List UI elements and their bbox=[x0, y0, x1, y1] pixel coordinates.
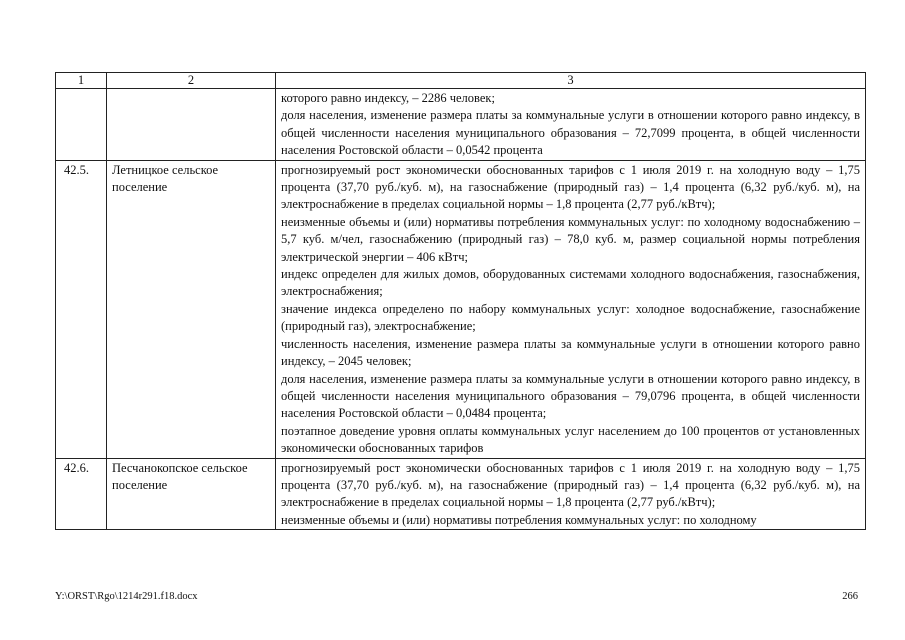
table-row bbox=[56, 458, 866, 530]
row-number-cell bbox=[56, 89, 107, 161]
list-item: значение индекса определено по набору коммунальных услуг: холодное водоснабжение, газоснабжение (природный газ), электроснабжение; bbox=[281, 301, 860, 334]
row-number-cell: 42.6. bbox=[56, 458, 107, 530]
header-col-3: 3 bbox=[276, 73, 866, 89]
page-number: 266 bbox=[842, 591, 858, 602]
conditions-cell bbox=[276, 458, 866, 530]
table-row bbox=[56, 160, 866, 458]
table-row bbox=[56, 89, 866, 161]
settlement-name-cell bbox=[107, 89, 276, 161]
header-col-2: 2 bbox=[107, 73, 276, 89]
file-path-footer: Y:\ORST\Rgo\1214r291.f18.docx bbox=[55, 591, 198, 602]
list-item: индекс определен для жилых домов, оборудованных системами холодного водоснабжения, газоснабжения, электроснабжения; bbox=[281, 267, 860, 299]
indices-table bbox=[55, 72, 866, 530]
list-item: доля населения, изменение размера платы за коммунальные услуги в отношении которого равно индексу, в общей численности населения муниципального образования – 79,0796 процента, в общей численности населения Ростовской области – 0,0484 процента; bbox=[281, 371, 860, 421]
list-item: доля населения, изменение размера платы за коммунальные услуги в отношении которого равно индексу, в общей численности населения муниципального образования – 72,7099 процента, в общей численности населения Ростовской области – 0,0542 процента bbox=[281, 108, 860, 158]
row-number-cell: 42.5. bbox=[56, 160, 107, 458]
conditions-cell bbox=[276, 160, 866, 458]
conditions-cell bbox=[276, 89, 866, 161]
list-item: неизменные объемы и (или) нормативы потребления коммунальных услуг: по холодному водоснабжению – 5,7 куб. м/чел, газоснабжению (природный газ) – 78,0 куб. м, размер социальной нормы потребления электрической энергии – 406 кВтч; bbox=[281, 214, 860, 264]
settlement-name-cell: Летницкое сельское поселение bbox=[107, 160, 276, 458]
header-col-1: 1 bbox=[56, 73, 107, 89]
table-header-row bbox=[56, 73, 866, 89]
list-item: численность населения, изменение размера платы за коммунальные услуги в отношении которого равно индексу, – 2045 человек; bbox=[281, 336, 860, 369]
list-item: прогнозируемый рост экономически обоснованных тарифов с 1 июля 2019 г. на холодную воду – 1,75 процента (37,70 руб./куб. м), на газоснабжение (природный газ) – 1,4 процента (6,32 руб./куб. м), на электроснабжение в пределах социальной нормы – 1,8 процента (2,77 руб./кВтч); bbox=[281, 460, 860, 510]
list-item: поэтапное доведение уровня оплаты коммунальных услуг населением до 100 процентов от установленных экономически обоснованных тарифов bbox=[281, 423, 860, 456]
list-item: неизменные объемы и (или) нормативы потребления коммунальных услуг: по холодному bbox=[281, 512, 757, 527]
list-item: которого равно индексу, – 2286 человек; bbox=[281, 91, 495, 105]
list-item: прогнозируемый рост экономически обоснованных тарифов с 1 июля 2019 г. на холодную воду – 1,75 процента (37,70 руб./куб. м), на газоснабжение (природный газ) – 1,4 процента (6,32 руб./куб. м), на электроснабжение в пределах социальной нормы – 1,8 процента (2,77 руб./кВтч); bbox=[281, 162, 860, 212]
settlement-name-cell: Песчанокопское сельское поселение bbox=[107, 458, 276, 530]
